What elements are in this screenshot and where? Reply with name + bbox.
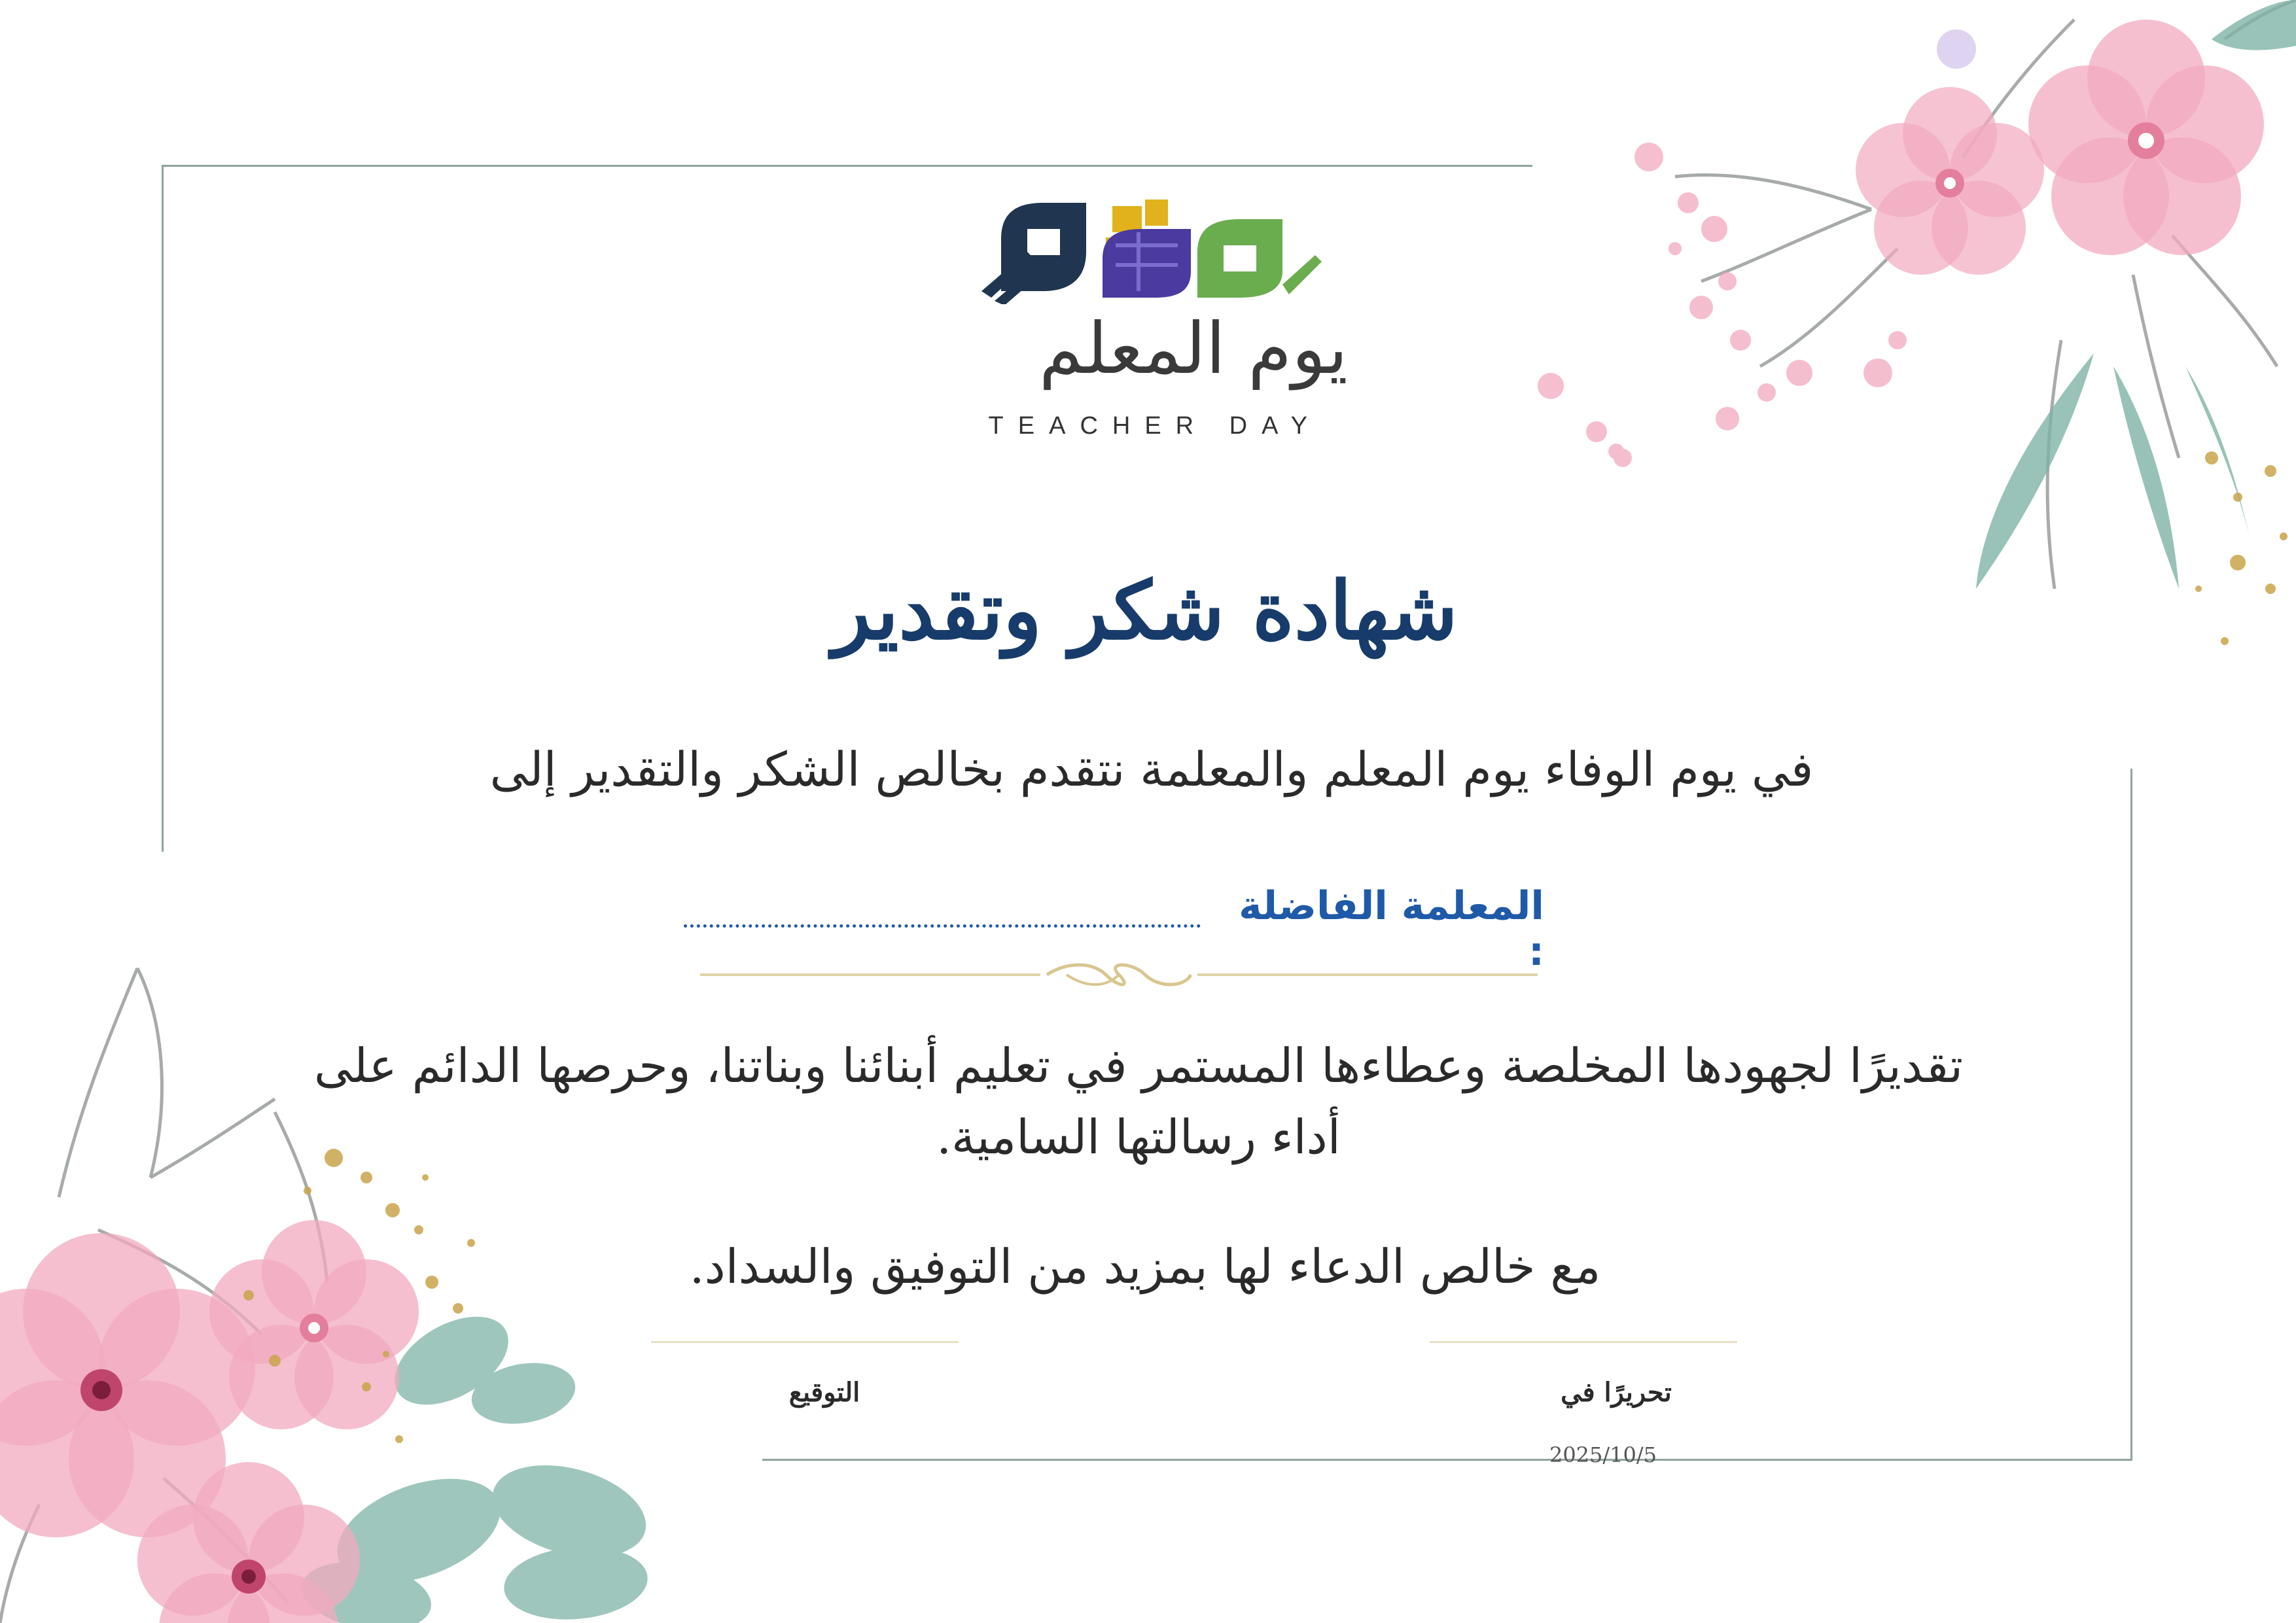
teacher-day-logo: [981, 193, 1335, 304]
gold-speckles-left: [243, 1149, 475, 1443]
logo-navy-block: [981, 203, 1086, 304]
date-value: 2025/10/5: [1549, 1442, 1657, 1467]
bottom-left-leaves: [296, 1299, 656, 1623]
certificate-closing: مع خالص الدعاء لها بمزيد من التوفيق والسداد.: [689, 1239, 1601, 1294]
certificate-body: [262, 1030, 2015, 1174]
top-right-flower-medium: [1856, 87, 2044, 275]
lavender-spot: [1937, 29, 1976, 69]
signature-label: التوقيع: [788, 1377, 860, 1408]
bottom-left-flower-medium: [209, 1220, 419, 1429]
recipient-name-field[interactable]: [684, 924, 1201, 928]
logo-english-text: TEACHER DAY: [988, 412, 1322, 440]
body-line-2: أداء رسالتها السامية.: [936, 1109, 1341, 1165]
logo-arabic-text: يوم المعلم: [1038, 308, 1348, 390]
certificate-title: شهادة شكر وتقدير: [832, 563, 1458, 657]
bottom-left-flower-small: [137, 1462, 360, 1623]
signature-line: [651, 1341, 959, 1343]
top-right-buds: [1538, 143, 1907, 467]
recipient-label: المعلمة الفاضلة :: [1239, 883, 1544, 975]
frame-top-line: [162, 165, 1532, 167]
date-label: تحريرًا في: [1561, 1377, 1672, 1408]
frame-right-line: [2130, 769, 2132, 1461]
logo-green-block: [1197, 219, 1322, 298]
bottom-left-flower-large: [0, 1233, 255, 1537]
logo-purple-block: [1103, 229, 1191, 298]
frame-left-line: [162, 165, 164, 852]
gold-speckles-right: [2195, 451, 2287, 645]
certificate-intro: في يوم الوفاء يوم المعلم والمعلمة نتقدم بخالص الشكر والتقدير إلى: [489, 742, 1814, 797]
ornamental-divider: [700, 958, 1538, 991]
date-line: [1430, 1341, 1737, 1343]
top-right-flower-large: [2028, 20, 2264, 255]
top-right-leaves: [1976, 0, 2296, 589]
body-line-1: تقديرًا لجهودها المخلصة وعطاءها المستمر في تعليم أبنائنا وبناتنا، وحرصها الدائم على: [313, 1038, 1964, 1093]
top-right-branches: [1675, 0, 2296, 589]
frame-bottom-line: [762, 1459, 2132, 1461]
